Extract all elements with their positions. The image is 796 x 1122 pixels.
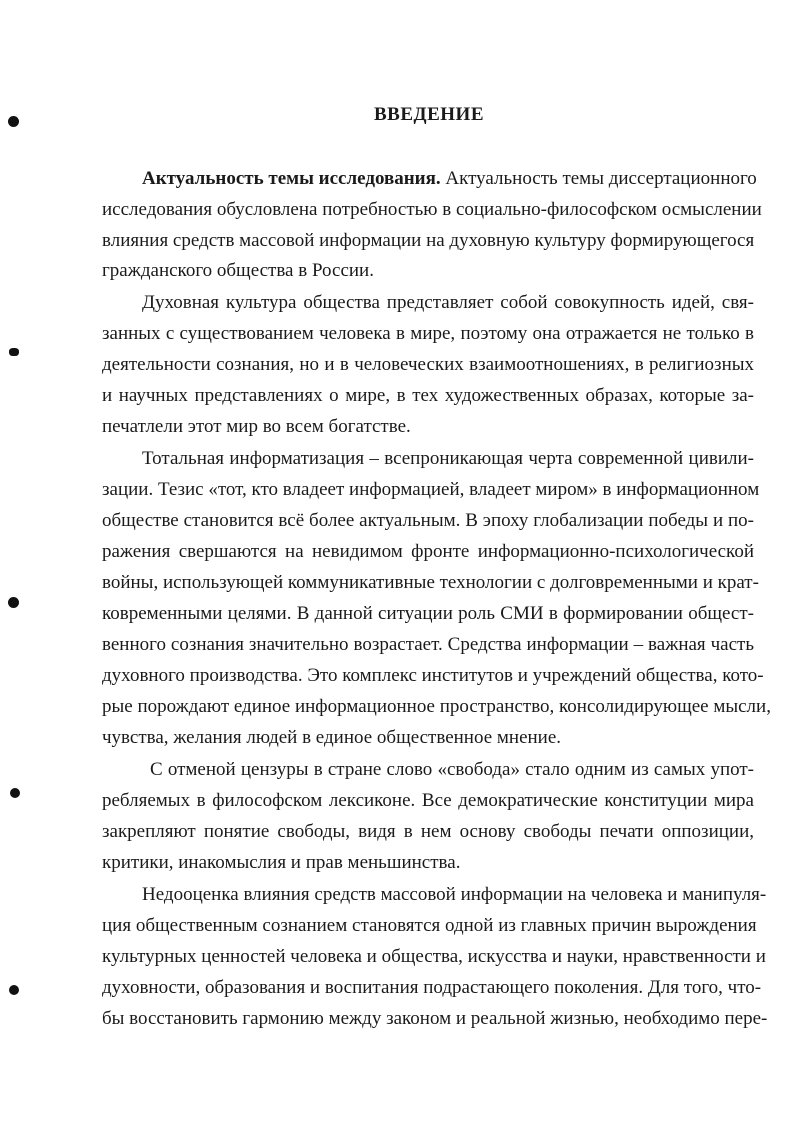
- text-line: бы восстановить гармонию между законом и реальной жизнью, необходимо пере-: [102, 1008, 768, 1029]
- text-line: гражданского общества в России.: [102, 260, 374, 281]
- text-line: венного сознания значительно возрастает. Средства информации – важная часть: [102, 634, 754, 655]
- text-line: ребляемых в философском лексиконе. Все демократические конституции мира: [102, 790, 754, 811]
- lead-heading: Актуальность темы исследования.: [142, 168, 441, 189]
- page-title: ВВЕДЕНИЕ: [374, 104, 484, 125]
- text-line: Тотальная информатизация – всепроникающая черта современной цивили-: [142, 448, 754, 469]
- binder-hole-mark: [9, 985, 19, 995]
- text-line: войны, использующей коммуникативные технологии с долговременными и крат-: [102, 572, 759, 593]
- binder-hole-mark: [8, 597, 19, 608]
- text-line: занных с существованием человека в мире, поэтому она отражается не только в: [102, 323, 754, 344]
- text-line: духовного производства. Это комплекс институтов и учреждений общества, кото-: [102, 665, 764, 686]
- text-line: закрепляют понятие свободы, видя в нем основу свободы печати оппозиции,: [102, 821, 754, 842]
- text-line: обществе становится всё более актуальным. В эпоху глобализации победы и по-: [102, 510, 754, 531]
- text-line: рые порождают единое информационное пространство, консолидирующее мысли,: [102, 696, 771, 717]
- text-line: ражения свершаются на невидимом фронте информационно-психологической: [102, 541, 754, 562]
- binder-hole-mark: [10, 788, 20, 798]
- text-line: С отменой цензуры в стране слово «свобода» стало одним из самых упот-: [150, 759, 754, 780]
- text-line: ция общественным сознанием становятся одной из главных причин вырождения: [102, 915, 757, 936]
- text-line: Недооценка влияния средств массовой информации на человека и манипуля-: [142, 884, 767, 905]
- text-line: культурных ценностей человека и общества, искусства и науки, нравственности и: [102, 946, 766, 967]
- text-line: Духовная культура общества представляет собой совокупность идей, свя-: [142, 292, 754, 313]
- text-line: [142, 168, 757, 190]
- text-line: критики, инакомыслия и прав меньшинства.: [102, 852, 461, 873]
- text-line: чувства, желания людей в единое общественное мнение.: [102, 727, 562, 748]
- text-line: зации. Тезис «тот, кто владеет информацией, владеет миром» в информационном: [102, 479, 760, 500]
- text-line: деятельности сознания, но и в человеческих взаимоотношениях, в религиозных: [102, 354, 754, 375]
- text-line: и научных представлениях о мире, в тех художественных образах, которые за-: [102, 385, 754, 406]
- text-line: духовности, образования и воспитания подрастающего поколения. Для того, что-: [102, 977, 762, 998]
- text-line: ковременными целями. В данной ситуации роль СМИ в формировании общест-: [102, 603, 754, 624]
- text-line: исследования обусловлена потребностью в социально-философском осмыслении: [102, 199, 762, 220]
- text-line: печатлели этот мир во всем богатстве.: [102, 416, 411, 437]
- text-line: влияния средств массовой информации на духовную культуру формирующегося: [102, 230, 755, 251]
- binder-hole-mark: [9, 348, 19, 356]
- lead-text: Актуальность темы диссертационного: [440, 168, 757, 189]
